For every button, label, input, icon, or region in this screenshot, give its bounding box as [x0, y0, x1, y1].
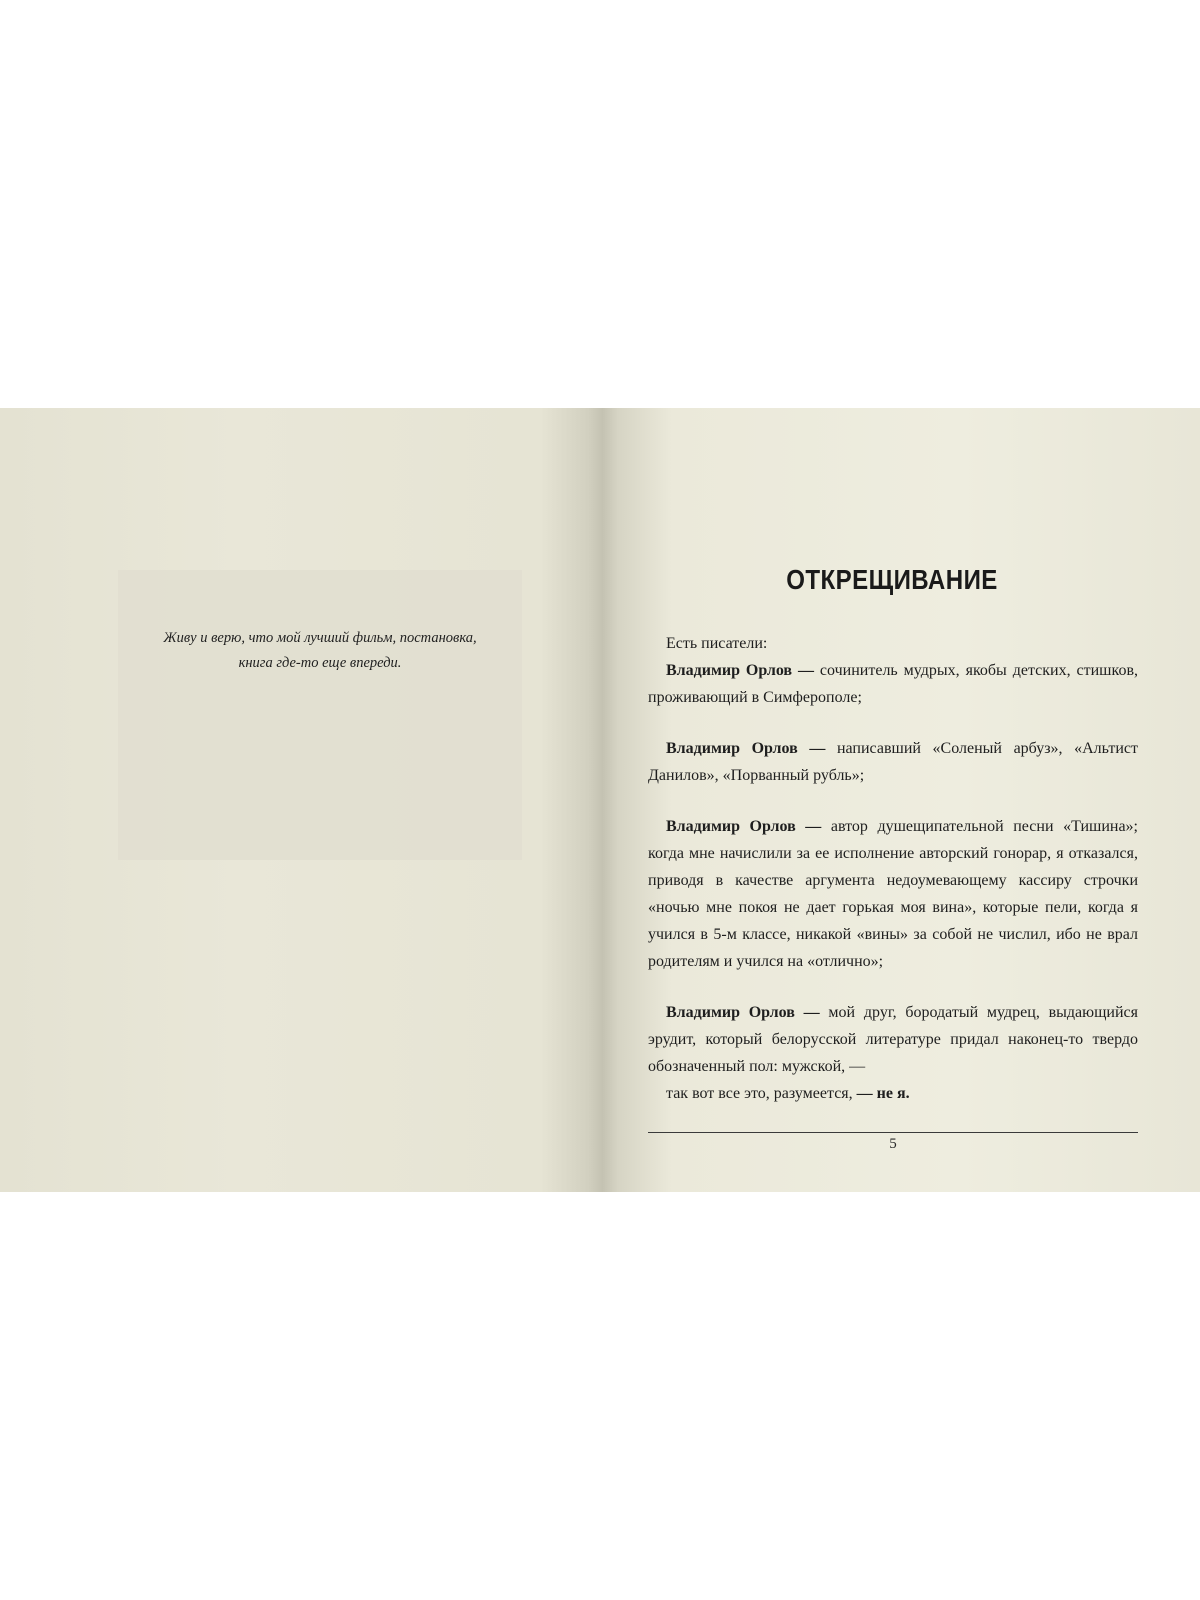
closing-bold: — не я. — [856, 1085, 910, 1102]
paragraph-text: мой друг, бородатый мудрец, выдающийся эрудит, который белорусской литературе придал наконец-то твердо обозначенный пол: мужской, — — [648, 1004, 1139, 1075]
author-name: Владимир Орлов — — [666, 662, 814, 679]
intro-line: Есть писатели: — [666, 635, 768, 652]
footer-rule — [648, 1132, 1138, 1133]
paragraph-text: автор душещипательной песни «Тишина»; когда мне начислили за ее исполнение авторский гонорар, я отказался, приводя в качестве аргумента недоумевающему кассиру строчки «ночью мне покоя не дает горькая моя вина», которые пели, когда я учился в 5-м классе, никакой «вины» за собой не числил, ибо не врал родителям и учился на «отлично»; — [648, 818, 1139, 970]
closing-line — [648, 1080, 1138, 1107]
paragraph-2 — [648, 735, 1138, 789]
epigraph-line-1: Живу и верю, что мой лучший фильм, постановка, — [163, 630, 477, 646]
author-name: Владимир Орлов — — [666, 818, 822, 835]
epigraph — [130, 626, 510, 676]
closing-text: так вот все это, разумеется, — [666, 1085, 857, 1102]
author-name: Владимир Орлов — — [666, 1004, 820, 1021]
page-number: 5 — [889, 1136, 897, 1152]
epigraph-line-2: книга где-то еще впереди. — [238, 655, 402, 671]
book-spread — [0, 408, 1200, 1192]
paragraph-3 — [648, 813, 1138, 975]
body-text — [648, 630, 1138, 1107]
paragraph-text: сочинитель мудрых, якобы детских, стишков, проживающий в Симферополе; — [648, 662, 1139, 706]
faded-photo-area — [118, 570, 522, 860]
right-page — [612, 408, 1200, 1192]
paragraph-4 — [648, 999, 1138, 1080]
paragraph-text: написавший «Соленый арбуз», «Альтист Данилов», «Порванный рубль»; — [648, 740, 1139, 784]
paragraph-1 — [648, 657, 1138, 711]
author-name: Владимир Орлов — — [666, 740, 826, 757]
chapter-title: ОТКРЕЩИВАНИЕ — [786, 564, 998, 595]
left-page — [0, 408, 606, 1192]
